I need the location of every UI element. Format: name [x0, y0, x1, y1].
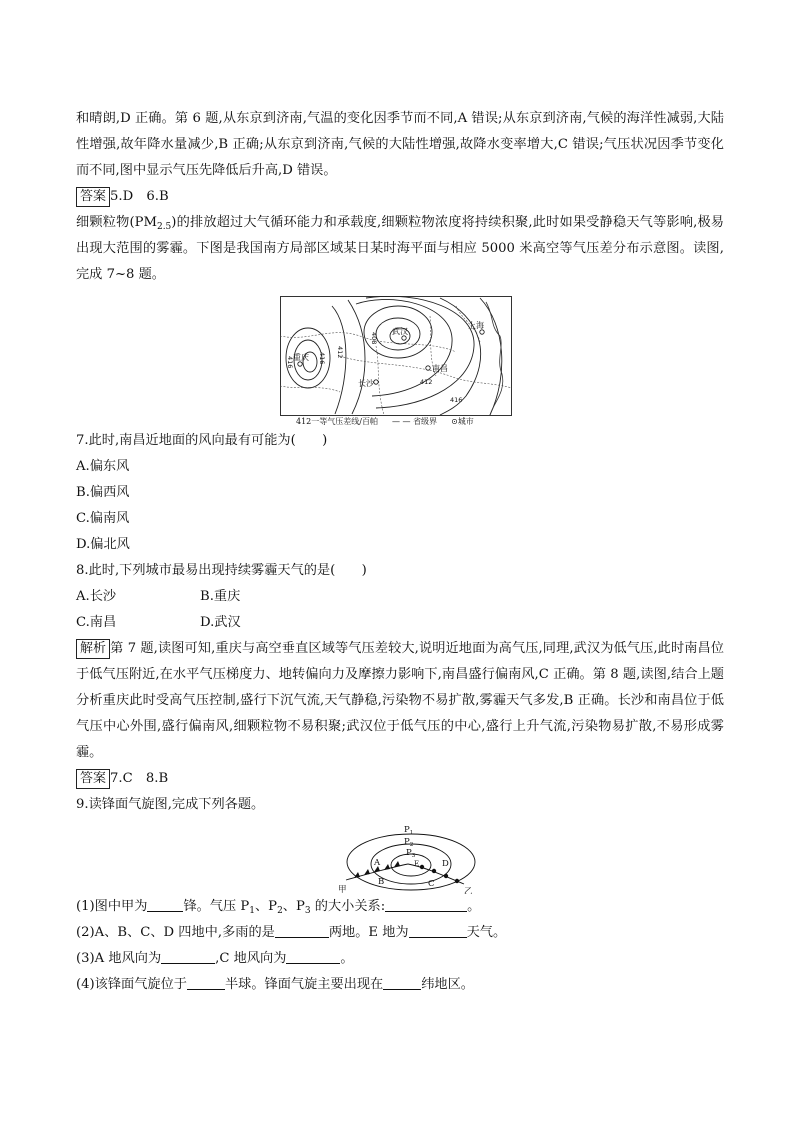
isoline-label: 408 — [370, 332, 378, 345]
isoline-label: 416 — [286, 356, 294, 369]
city-nanchang-marker — [426, 366, 430, 370]
question-8: 8.此时,下列城市最易出现持续雾霾天气的是( ) — [76, 563, 367, 578]
frontal-cyclone-diagram — [338, 822, 484, 894]
label-shanghai: 上海 — [468, 321, 484, 330]
label-c: C — [428, 879, 435, 889]
legend-boundary: — — 省级界 — [391, 417, 438, 426]
label-yi: 乙 — [464, 887, 473, 894]
paragraph-q5-6-explanation: 和晴朗,D 正确。第 6 题,从东京到济南,气温的变化因季节而不同,A 错误;从东京到济南,气候的海洋性减弱,大陆性增强,故年降水量减少,B 正确;从东京到济南,气候的大陆性增强,故降水变率增大,C 错误;气压状况因季节变化而不同,图中显示气压先降低后升高,D 错误。 — [76, 111, 724, 178]
q8-option-c: C.南昌 — [76, 615, 117, 630]
city-changsha-marker — [374, 380, 378, 384]
analysis-tag: 解析 — [76, 639, 110, 659]
answer-tag: 答案 — [76, 187, 110, 207]
isoline-label: 412 — [420, 378, 433, 386]
label-wuhan: 武汉 — [392, 327, 408, 336]
map-legend — [296, 416, 724, 428]
city-wuhan-marker — [402, 336, 406, 340]
answer-blank[interactable] — [275, 921, 329, 938]
label-e: E — [414, 860, 420, 868]
label-chongqing: 重庆 — [293, 353, 309, 362]
q7-option-d: D.偏北风 — [76, 537, 130, 552]
label-p1: $P_1$ — [404, 825, 414, 836]
legend-city: ⊙城市 — [451, 417, 474, 426]
isobar-map — [280, 296, 512, 416]
answer-blank[interactable] — [409, 921, 467, 938]
answer-blank[interactable] — [161, 947, 215, 964]
q7-option-a: A.偏东风 — [76, 459, 130, 474]
q8-option-a: A.长沙 — [76, 589, 117, 604]
question-9-4: (4)该锋面气旋位于 半球。锋面气旋主要出现在 纬地区。 — [76, 972, 724, 998]
label-d: D — [442, 859, 449, 869]
label-p2: $P_2$ — [404, 837, 414, 848]
label-b: B — [378, 877, 385, 887]
question-9-3: (3)A 地风向为 ,C 地风向为 。 — [76, 946, 724, 972]
analysis-text: 第 7 题,读图可知,重庆与高空垂直区域等气压差较大,说明近地面为高气压,同理,武汉为低气压,此时南昌位于低气压附近,在水平气压梯度力、地转偏向力及摩擦力影响下,南昌盛行偏南风,C 正确。第 8 题,读图,结合上题分析重庆此时受高气压控制,盛行下沉气流,天气静稳,污染物不易扩散,雾霾天气多发,B 正确。长沙和南昌位于低气压中心外围,盛行偏南风,细颗粒物不易积聚;武汉位于低气压的中心,盛行上升气流,污染物易扩散,不易形成雾霾。 — [76, 641, 724, 760]
answer-blank[interactable] — [383, 973, 421, 990]
label-p3: $P_3$ — [406, 848, 416, 859]
q7-option-c: C.偏南风 — [76, 511, 130, 526]
answer-blank[interactable] — [187, 973, 225, 990]
answer-text: 7.C 8.B — [110, 771, 169, 786]
analysis-7-8 — [76, 636, 724, 766]
worksheet-page — [76, 106, 724, 998]
answer-tag: 答案 — [76, 769, 110, 789]
answer-line-5-6 — [76, 184, 724, 210]
label-a: A — [374, 858, 381, 868]
question-intro: 细颗粒物$(PM_{2.5})$的排放超过大气循环能力和承载度,细颗粒物浓度将持续积聚,此时如果受静稳天气等影响,极易出现大范围的雾霾。下图是我国南方局部区域某日某时海平面与相应 5000 米高空等气压差分布示意图。读图,完成 7~8 题。 — [76, 215, 724, 282]
label-changsha: 长沙 — [358, 379, 374, 388]
answer-line-7-8 — [76, 766, 724, 792]
answer-blank[interactable] — [385, 895, 467, 912]
isobar-map-figure — [280, 296, 512, 416]
answer-blank[interactable] — [147, 895, 183, 912]
answer-text: 5.D 6.B — [110, 189, 169, 204]
frontal-cyclone-figure — [338, 822, 484, 894]
answer-blank[interactable] — [286, 947, 340, 964]
q7-option-b: B.偏西风 — [76, 485, 130, 500]
q8-options-row-1 — [76, 584, 724, 610]
q8-option-d: D.武汉 — [200, 615, 241, 630]
legend-isobar: 412一等气压差线/百帕 — [296, 417, 378, 426]
question-9: 9.读锋面气旋图,完成下列各题。 — [76, 797, 265, 812]
city-shanghai-marker — [480, 330, 484, 334]
question-9-1: (1)图中甲为 锋。气压 $P_1$、$P_2$、$P_3$ 的大小关系: 。 — [76, 894, 724, 920]
q8-options-row-2 — [76, 610, 724, 636]
label-jia: 甲 — [338, 885, 347, 894]
isoline-label: 416 — [318, 352, 326, 365]
question-9-2: (2)A、B、C、D 四地中,多雨的是 两地。E 地为 天气。 — [76, 920, 724, 946]
question-7: 7.此时,南昌近地面的风向最有可能为( ) — [76, 433, 328, 448]
isoline-label: 416 — [450, 396, 463, 404]
q8-option-b: B.重庆 — [200, 589, 241, 604]
city-chongqing-marker — [298, 362, 302, 366]
isoline-label: 412 — [336, 346, 344, 359]
label-nanchang: 南昌 — [432, 364, 448, 373]
